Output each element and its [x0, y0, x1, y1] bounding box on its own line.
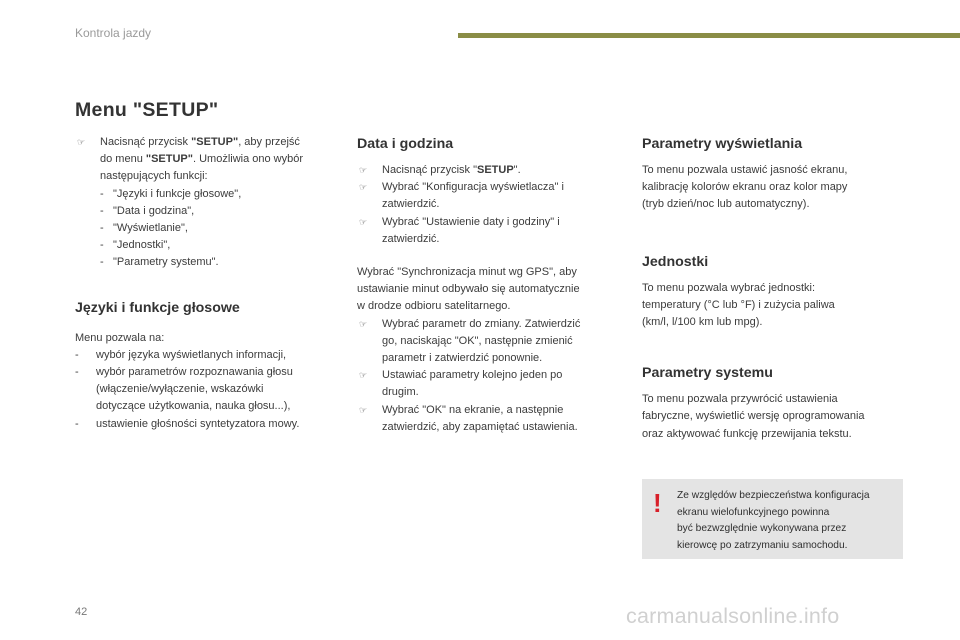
datetime-step: ☞ Wybrać parametr do zmiany. Zatwierdzić go, naciskając "OK", następnie zmienić parametr i zatwierdzić ponownie.	[359, 317, 581, 365]
languages-item: - wybór parametrów rozpoznawania głosu (włączenie/wyłączenie, wskazówki dotyczące użytkowania, nauka głosu...),	[75, 366, 293, 413]
system-heading: Parametry systemu	[642, 365, 773, 382]
safety-note	[642, 479, 903, 559]
datetime-step: ☞ Wybrać "OK" na ekranie, a następnie zatwierdzić, aby zapamiętać ustawienia.	[359, 403, 578, 433]
pointing-finger-icon: ☞	[359, 165, 368, 175]
languages-item: - ustawienie głośności syntetyzatora mowy.	[75, 417, 300, 430]
safety-note-text: Ze względów bezpieczeństwa konfiguracja ekranu wielofunkcyjnego powinna być bezwzględnie wykonywana przez kierowcę po zatrzymaniu samochodu.	[677, 490, 870, 551]
pointing-finger-icon: ☞	[359, 318, 368, 329]
page-number: 42	[75, 606, 88, 618]
datetime-heading: Data i godzina	[357, 136, 454, 152]
pointing-finger-icon: ☞	[359, 404, 368, 415]
header-accent-bar	[458, 33, 960, 38]
languages-heading: Języki i funkcje głosowe	[75, 299, 240, 316]
datetime-paragraph: Wybrać "Synchronizacja minut wg GPS", aby ustawianie minut odbywało się automatycznie w drodze odbioru satelitarnego.	[357, 266, 580, 313]
units-text: To menu pozwala wybrać jednostki: temperatury (°C lub °F) i zużycia paliwa (km/l, l/100 km lub mpg).	[642, 281, 835, 329]
intro-item: - "Języki i funkcje głosowe",	[100, 187, 242, 200]
pointing-finger-icon: ☞	[359, 216, 368, 227]
intro-item: - "Jednostki",	[100, 239, 171, 252]
datetime-step: ☞ Nacisnąć przycisk "SETUP".	[357, 162, 612, 179]
column-right	[642, 134, 907, 443]
intro-item: - "Parametry systemu".	[100, 256, 219, 269]
languages-lead: Menu pozwala na:	[75, 331, 165, 344]
pointing-finger-icon: ☞	[77, 137, 86, 147]
page-title: Menu "SETUP"	[75, 99, 219, 121]
intro-bullet: ☞ Nacisnąć przycisk "SETUP", aby przejść do menu "SETUP". Umożliwia ono wybór następujących funkcji:	[77, 136, 304, 183]
units-heading: Jednostki	[642, 253, 709, 270]
section-header: Kontrola jazdy	[75, 26, 152, 40]
intro-item: - "Data i godzina",	[100, 204, 195, 217]
display-heading: Parametry wyświetlania	[642, 136, 803, 152]
display-text: To menu pozwala ustawić jasność ekranu, kalibrację kolorów ekranu oraz kolor mapy (tryb dzień/noc lub automatyczny).	[642, 164, 848, 211]
exclamation-icon: !	[653, 488, 662, 518]
watermark: carmanualsonline.info	[626, 604, 840, 628]
languages-item: - wybór języka wyświetlanych informacji,	[75, 348, 287, 361]
column-middle	[357, 134, 612, 436]
intro-item: - "Wyświetlanie",	[100, 222, 188, 235]
datetime-step: ☞ Ustawiać parametry kolejno jeden po drugim.	[359, 369, 563, 399]
system-text: To menu pozwala przywrócić ustawienia fabryczne, wyświetlić wersję oprogramowania oraz aktywować funkcję przewijania tekstu.	[642, 393, 865, 440]
column-left	[75, 134, 340, 433]
datetime-step: ☞ Wybrać "Ustawienie daty i godziny" i zatwierdzić.	[359, 215, 560, 245]
datetime-step: ☞ Wybrać "Konfiguracja wyświetlacza" i zatwierdzić.	[359, 181, 564, 211]
pointing-finger-icon: ☞	[359, 370, 368, 381]
pointing-finger-icon: ☞	[359, 182, 368, 193]
